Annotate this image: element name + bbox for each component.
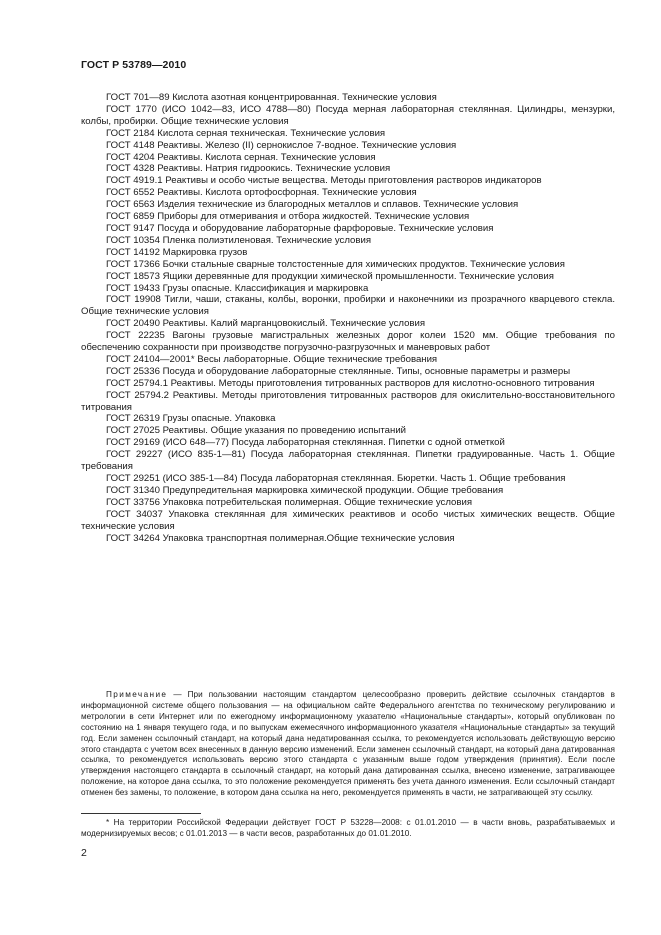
reference-item: ГОСТ 25794.2 Реактивы. Методы приготовления титрованных растворов для окислительно-восстановительного титрования — [81, 389, 615, 413]
reference-item: ГОСТ 4919.1 Реактивы и особо чистые вещества. Методы приготовления растворов индикаторов — [106, 175, 542, 187]
reference-item: ГОСТ 10354 Пленка полиэтиленовая. Технические условия — [106, 234, 372, 246]
note-label: Примечание — [106, 690, 168, 699]
reference-item: ГОСТ 22235 Вагоны грузовые магистральных железных дорог колеи 1520 мм. Общие требования по обеспечению сохранности при производстве погрузочно-разгрузочных и маневровых работ — [81, 330, 615, 354]
footnote-divider — [81, 813, 201, 814]
note-block — [81, 690, 615, 799]
reference-item: ГОСТ 34037 Упаковка стеклянная для химических реактивов и особо чистых химических веществ. Общие технические условия — [81, 508, 615, 532]
reference-item: ГОСТ 19908 Тигли, чаши, стаканы, колбы, воронки, пробирки и наконечники из прозрачного кварцевого стекла. Общие технические условия — [81, 294, 615, 318]
note-paragraph — [81, 690, 615, 799]
reference-item: ГОСТ 24104—2001* Весы лабораторные. Общие технические требования — [106, 353, 438, 365]
reference-item: ГОСТ 4328 Реактивы. Натрия гидроокись. Технические условия — [106, 163, 391, 175]
reference-item: ГОСТ 18573 Ящики деревянные для продукции химической промышленности. Технические условия — [106, 270, 554, 282]
reference-item: ГОСТ 4148 Реактивы. Железо (II) сернокислое 7-водное. Технические условия — [106, 139, 457, 151]
reference-item: ГОСТ 17366 Бочки стальные сварные толстостенные для химических продуктов. Технические условия — [106, 258, 565, 270]
reference-item: ГОСТ 29169 (ИСО 648—77) Посуда лабораторная стеклянная. Пипетки с одной отметкой — [106, 437, 505, 449]
document-header: ГОСТ Р 53789—2010 — [81, 59, 187, 71]
reference-item: ГОСТ 34264 Упаковка транспортная полимерная.Общие технические условия — [106, 532, 455, 544]
reference-item: ГОСТ 1770 (ИСО 1042—83, ИСО 4788—80) Посуда мерная лабораторная стеклянная. Цилиндры, мензурки, колбы, пробирки. Общие технические условия — [81, 103, 615, 127]
reference-item: ГОСТ 4204 Реактивы. Кислота серная. Технические условия — [106, 151, 376, 163]
footnote-text: * На территории Российской Федерации действует ГОСТ Р 53228—2008: с 01.01.2010 — в части вновь, разрабатываемых и модернизируемых весов; с 01.01.2013 — в части весов, разработанных до 01.01.2010. — [81, 818, 615, 838]
reference-item: ГОСТ 2184 Кислота серная техническая. Технические условия — [106, 127, 386, 139]
reference-item: ГОСТ 6563 Изделия технические из благородных металлов и сплавов. Технические условия — [106, 199, 519, 211]
reference-item: ГОСТ 27025 Реактивы. Общие указания по проведению испытаний — [106, 425, 407, 437]
note-text: — При пользовании настоящим стандартом целесообразно проверить действие ссылочных стандартов в информационной системе общего пользования — на официальном сайте Федерального агентства по техническому регулированию и метрологии в сети Интернет или по ежегодному информационному указателю «Национальные стандарты», который опубликован по состоянию на 1 января текущего года, и по выпускам ежемесячного информационного указателя «Национальные стандарты» за текущий год. Если заменен ссылочный стандарт, на который дана недатированная ссылка, то рекомендуется использовать действующую версию этого стандарта с учетом всех внесенных в данную версию изменений. Если заменен ссылочный стандарт, на который дана датированная ссылка, то рекомендуется использовать версию этого стандарта с указанным выше годом утверждения (принятия). Если после утверждения настоящего стандарта в ссылочный стандарт, на который дана датированная ссылка, внесено изменение, затрагивающее положение, на которое дана ссылка, то это положение рекомендуется применять без учета данного изменения. Если ссылочный стандарт отменен без замены, то положение, в котором дана ссылка на него, рекомендуется применять в части, не затрагивающей эту ссылку. — [81, 690, 615, 798]
reference-item: ГОСТ 19433 Грузы опасные. Классификация и маркировка — [106, 282, 369, 294]
reference-item: ГОСТ 701—89 Кислота азотная концентрированная. Технические условия — [106, 92, 437, 103]
reference-item: ГОСТ 31340 Предупредительная маркировка химической продукции. Общие требования — [106, 484, 504, 496]
normative-references-list — [81, 92, 615, 544]
reference-item: ГОСТ 6552 Реактивы. Кислота ортофосфорная. Технические условия — [106, 187, 417, 199]
reference-item: ГОСТ 33756 Упаковка потребительская полимерная. Общие технические условия — [106, 496, 473, 508]
reference-item: ГОСТ 9147 Посуда и оборудование лабораторные фарфоровые. Технические условия — [106, 222, 494, 234]
footnote — [81, 818, 615, 840]
page-number: 2 — [81, 847, 87, 859]
reference-item: ГОСТ 14192 Маркировка грузов — [106, 246, 248, 258]
reference-item: ГОСТ 20490 Реактивы. Калий марганцовокислый. Технические условия — [106, 318, 426, 330]
reference-item: ГОСТ 29227 (ИСО 835-1—81) Посуда лабораторная стеклянная. Пипетки градуированные. Часть 1. Общие требования — [81, 449, 615, 473]
reference-item: ГОСТ 25794.1 Реактивы. Методы приготовления титрованных растворов для кислотно-основного титрования — [106, 377, 595, 389]
reference-item: ГОСТ 29251 (ИСО 385-1—84) Посуда лабораторная стеклянная. Бюретки. Часть 1. Общие требования — [106, 473, 566, 484]
reference-item: ГОСТ 6859 Приборы для отмеривания и отбора жидкостей. Технические условия — [106, 211, 470, 223]
reference-item: ГОСТ 25336 Посуда и оборудование лабораторные стеклянные. Типы, основные параметры и размеры — [106, 365, 571, 377]
reference-item: ГОСТ 26319 Грузы опасные. Упаковка — [106, 413, 276, 425]
